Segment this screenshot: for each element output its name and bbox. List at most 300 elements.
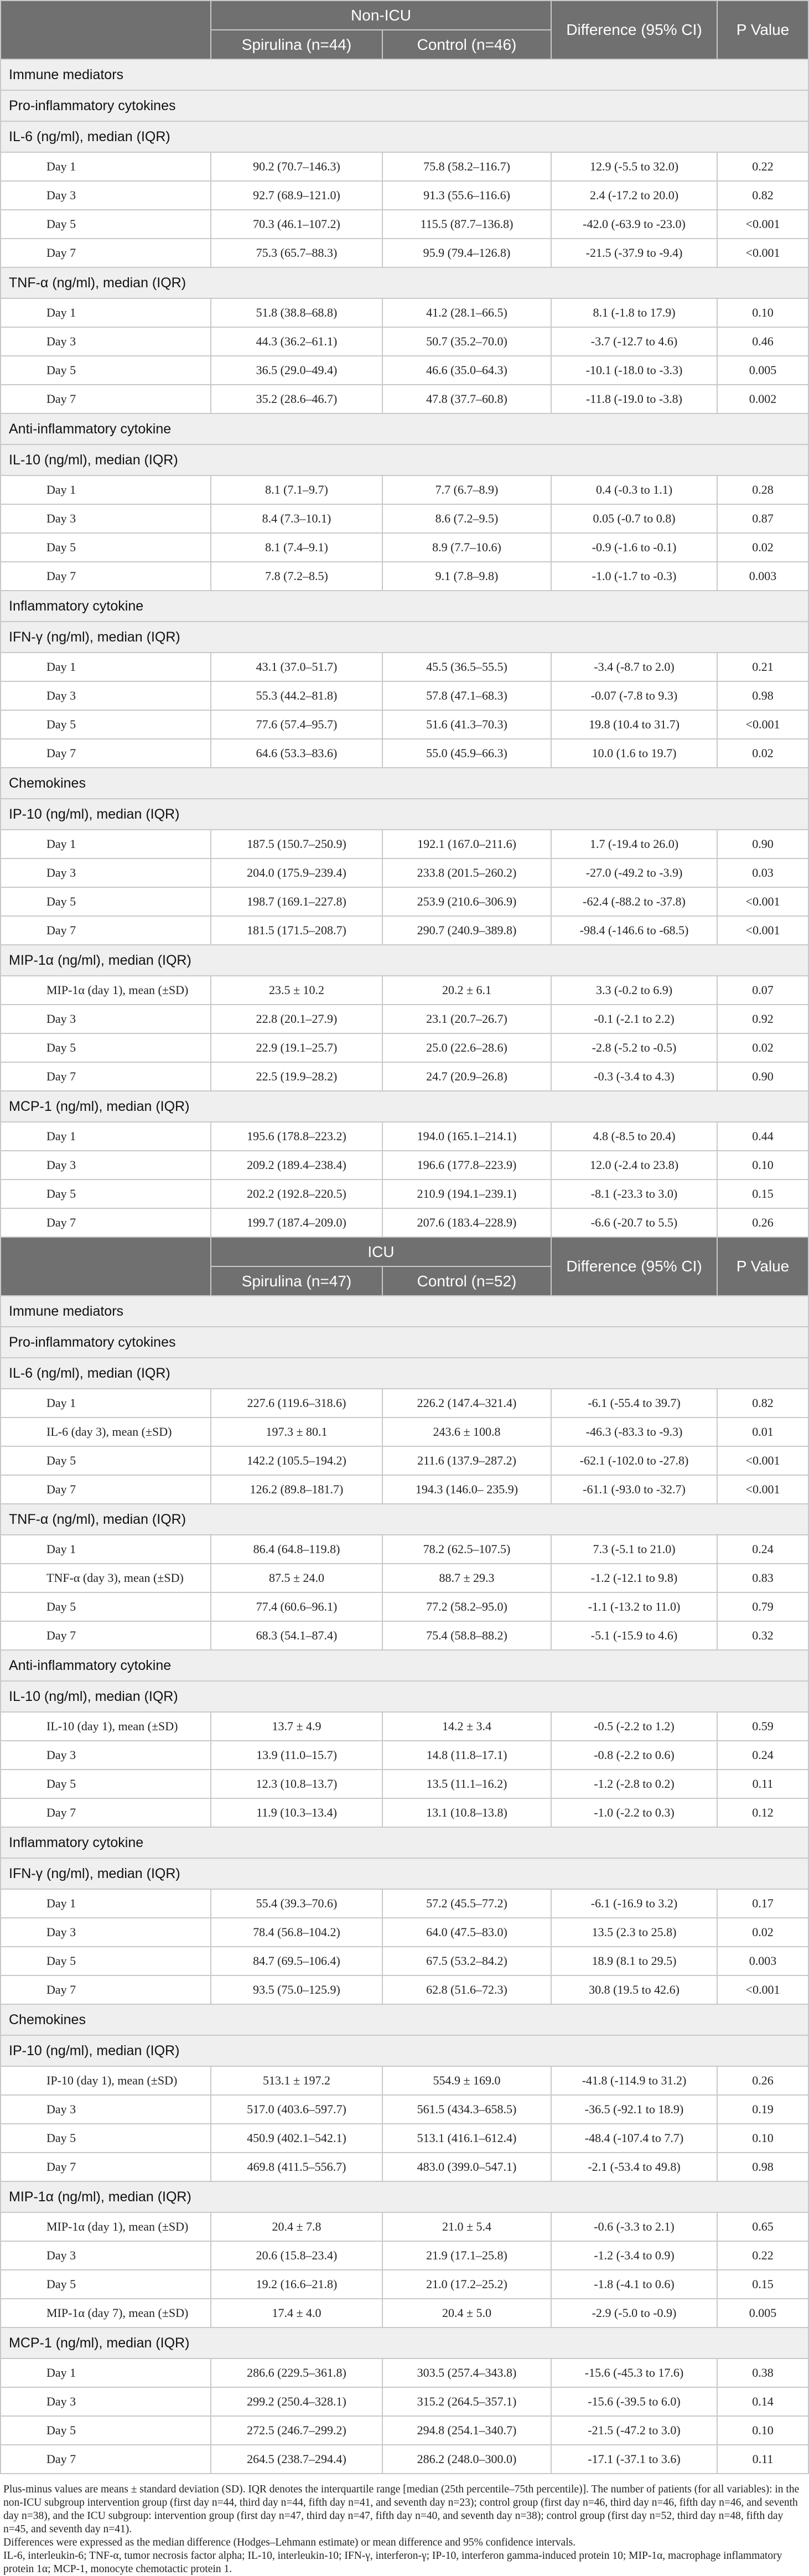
spirulina-value: 187.5 (150.7–250.9) — [211, 830, 382, 858]
table-row — [1, 1475, 808, 1504]
table-row — [1, 887, 808, 916]
spirulina-value: 7.8 (7.2–8.5) — [211, 562, 382, 591]
table-row — [1, 2358, 808, 2387]
p-value: 0.87 — [717, 504, 808, 533]
spirulina-value: 209.2 (189.4–238.4) — [211, 1151, 382, 1180]
control-value: 95.9 (79.4–126.8) — [382, 239, 551, 267]
control-value: 14.2 ± 3.4 — [382, 1712, 551, 1741]
row-label: Day 5 — [1, 2124, 211, 2153]
table-row — [1, 210, 808, 239]
difference-value: 1.7 (-19.4 to 26.0) — [551, 830, 717, 858]
section-label: Inflammatory cytokine — [1, 1827, 808, 1858]
row-label: MIP-1α (day 1), mean (±SD) — [1, 2212, 211, 2241]
spirulina-value: 36.5 (29.0–49.4) — [211, 356, 382, 385]
p-value: 0.11 — [717, 2445, 808, 2474]
control-value: 25.0 (22.6–28.6) — [382, 1033, 551, 1062]
section-row — [1, 59, 808, 90]
footnotes — [0, 2474, 808, 2576]
spirulina-value: 86.4 (64.8–119.8) — [211, 1535, 382, 1564]
table-row — [1, 2153, 808, 2181]
table-row — [1, 830, 808, 858]
control-value: 196.6 (177.8–223.9) — [382, 1151, 551, 1180]
row-label: Day 3 — [1, 858, 211, 887]
table-row — [1, 2270, 808, 2299]
section-label: TNF-α (ng/ml), median (IQR) — [1, 267, 808, 298]
table-row — [1, 1712, 808, 1741]
table-row — [1, 1062, 808, 1091]
control-value: 226.2 (147.4–321.4) — [382, 1389, 551, 1418]
row-label: MIP-1α (day 1), mean (±SD) — [1, 976, 211, 1005]
table-row — [1, 1418, 808, 1446]
spirulina-value: 11.9 (10.3–13.4) — [211, 1798, 382, 1827]
table-row — [1, 562, 808, 591]
table-row — [1, 239, 808, 267]
control-value: 23.1 (20.7–26.7) — [382, 1005, 551, 1033]
row-label: Day 5 — [1, 1770, 211, 1798]
group-name: ICU — [211, 1237, 551, 1266]
header-difference: Difference (95% CI) — [551, 1, 717, 59]
section-label: IFN-γ (ng/ml), median (IQR) — [1, 622, 808, 653]
row-label: IL-10 (day 1), mean (±SD) — [1, 1712, 211, 1741]
section-row — [1, 1504, 808, 1535]
difference-value: -0.3 (-3.4 to 4.3) — [551, 1062, 717, 1091]
spirulina-value: 20.6 (15.8–23.4) — [211, 2241, 382, 2270]
difference-value: -98.4 (-146.6 to -68.5) — [551, 916, 717, 945]
p-value: 0.005 — [717, 356, 808, 385]
difference-value: 0.05 (-0.7 to 0.8) — [551, 504, 717, 533]
p-value: 0.65 — [717, 2212, 808, 2241]
table-row — [1, 1918, 808, 1947]
row-label: Day 3 — [1, 2095, 211, 2124]
row-label: Day 5 — [1, 1592, 211, 1621]
p-value: 0.15 — [717, 2270, 808, 2299]
section-row — [1, 945, 808, 976]
spirulina-value: 22.9 (19.1–25.7) — [211, 1033, 382, 1062]
header-spirulina: Spirulina (n=44) — [211, 30, 382, 59]
table-row — [1, 1741, 808, 1770]
p-value: 0.22 — [717, 152, 808, 181]
difference-value: 18.9 (8.1 to 29.5) — [551, 1947, 717, 1975]
difference-value: -8.1 (-23.3 to 3.0) — [551, 1180, 717, 1208]
difference-value: 2.4 (-17.2 to 20.0) — [551, 181, 717, 210]
spirulina-value: 142.2 (105.5–194.2) — [211, 1446, 382, 1475]
row-label: Day 5 — [1, 710, 211, 739]
section-label: Chemokines — [1, 2004, 808, 2035]
p-value: 0.28 — [717, 475, 808, 504]
row-label: Day 7 — [1, 1621, 211, 1650]
section-label: Immune mediators — [1, 59, 808, 90]
control-value: 194.0 (165.1–214.1) — [382, 1122, 551, 1151]
difference-value: -3.4 (-8.7 to 2.0) — [551, 653, 717, 681]
row-label: Day 7 — [1, 1798, 211, 1827]
spirulina-value: 44.3 (36.2–61.1) — [211, 327, 382, 356]
control-value: 41.2 (28.1–66.5) — [382, 298, 551, 327]
table-row — [1, 1621, 808, 1650]
section-label: Pro-inflammatory cytokines — [1, 1327, 808, 1358]
control-value: 21.0 (17.2–25.2) — [382, 2270, 551, 2299]
row-label: Day 3 — [1, 2241, 211, 2270]
control-value: 46.6 (35.0–64.3) — [382, 356, 551, 385]
table-row — [1, 1122, 808, 1151]
p-value: 0.10 — [717, 1151, 808, 1180]
difference-value: -5.1 (-15.9 to 4.6) — [551, 1621, 717, 1650]
difference-value: 3.3 (-0.2 to 6.9) — [551, 976, 717, 1005]
p-value: 0.14 — [717, 2387, 808, 2416]
row-label: Day 1 — [1, 653, 211, 681]
spirulina-value: 55.3 (44.2–81.8) — [211, 681, 382, 710]
p-value: 0.82 — [717, 181, 808, 210]
row-label: Day 7 — [1, 2445, 211, 2474]
difference-value: -0.07 (-7.8 to 9.3) — [551, 681, 717, 710]
table-row — [1, 1208, 808, 1237]
spirulina-value: 55.4 (39.3–70.6) — [211, 1889, 382, 1918]
difference-value: -1.2 (-2.8 to 0.2) — [551, 1770, 717, 1798]
row-label: Day 3 — [1, 1151, 211, 1180]
row-label: Day 1 — [1, 830, 211, 858]
p-value: <0.001 — [717, 710, 808, 739]
p-value: 0.02 — [717, 739, 808, 768]
row-label: Day 5 — [1, 1033, 211, 1062]
table-row — [1, 181, 808, 210]
section-row — [1, 1296, 808, 1327]
spirulina-value: 513.1 ± 197.2 — [211, 2066, 382, 2095]
section-row — [1, 2035, 808, 2066]
row-label: Day 7 — [1, 239, 211, 267]
section-row — [1, 2181, 808, 2212]
row-label: Day 5 — [1, 210, 211, 239]
spirulina-value: 450.9 (402.1–542.1) — [211, 2124, 382, 2153]
table-row — [1, 475, 808, 504]
table-row — [1, 1592, 808, 1621]
p-value: <0.001 — [717, 210, 808, 239]
control-value: 554.9 ± 169.0 — [382, 2066, 551, 2095]
table-row — [1, 298, 808, 327]
control-value: 21.0 ± 5.4 — [382, 2212, 551, 2241]
control-value: 290.7 (240.9–389.8) — [382, 916, 551, 945]
p-value: 0.98 — [717, 2153, 808, 2181]
row-label: Day 1 — [1, 1389, 211, 1418]
spirulina-value: 22.5 (19.9–28.2) — [211, 1062, 382, 1091]
section-row — [1, 622, 808, 653]
difference-value: -10.1 (-18.0 to -3.3) — [551, 356, 717, 385]
table-row — [1, 2241, 808, 2270]
difference-value: -0.6 (-3.3 to 2.1) — [551, 2212, 717, 2241]
spirulina-value: 126.2 (89.8–181.7) — [211, 1475, 382, 1504]
header-blank — [1, 1237, 211, 1296]
footnote: Differences were expressed as the median difference (Hodges–Lehmann estimate) or mean difference and 95% confidence intervals. — [3, 2537, 576, 2548]
difference-value: -1.2 (-12.1 to 9.8) — [551, 1564, 717, 1592]
row-label: Day 3 — [1, 681, 211, 710]
p-value: 0.15 — [717, 1180, 808, 1208]
row-label: Day 7 — [1, 739, 211, 768]
control-value: 286.2 (248.0–300.0) — [382, 2445, 551, 2474]
section-row — [1, 1858, 808, 1889]
difference-value: -0.5 (-2.2 to 1.2) — [551, 1712, 717, 1741]
row-label: Day 5 — [1, 533, 211, 562]
spirulina-value: 198.7 (169.1–227.8) — [211, 887, 382, 916]
p-value: 0.10 — [717, 2416, 808, 2445]
section-row — [1, 768, 808, 799]
control-value: 115.5 (87.7–136.8) — [382, 210, 551, 239]
control-value: 21.9 (17.1–25.8) — [382, 2241, 551, 2270]
p-value: 0.005 — [717, 2299, 808, 2327]
p-value: 0.90 — [717, 1062, 808, 1091]
spirulina-value: 12.3 (10.8–13.7) — [211, 1770, 382, 1798]
control-value: 20.2 ± 6.1 — [382, 976, 551, 1005]
section-row — [1, 1091, 808, 1122]
row-label: Day 3 — [1, 1741, 211, 1770]
p-value: 0.12 — [717, 1798, 808, 1827]
row-label: Day 7 — [1, 916, 211, 945]
section-row — [1, 1827, 808, 1858]
p-value: 0.24 — [717, 1535, 808, 1564]
table-row — [1, 2066, 808, 2095]
control-value: 513.1 (416.1–612.4) — [382, 2124, 551, 2153]
spirulina-value: 199.7 (187.4–209.0) — [211, 1208, 382, 1237]
spirulina-value: 272.5 (246.7–299.2) — [211, 2416, 382, 2445]
p-value: 0.02 — [717, 533, 808, 562]
control-value: 88.7 ± 29.3 — [382, 1564, 551, 1592]
group-header-row — [1, 1237, 808, 1266]
control-value: 303.5 (257.4–343.8) — [382, 2358, 551, 2387]
row-label: Day 3 — [1, 327, 211, 356]
table-row — [1, 653, 808, 681]
p-value: 0.02 — [717, 1033, 808, 1062]
spirulina-value: 19.2 (16.6–21.8) — [211, 2270, 382, 2299]
p-value: 0.98 — [717, 681, 808, 710]
spirulina-value: 13.9 (11.0–15.7) — [211, 1741, 382, 1770]
spirulina-value: 64.6 (53.3–83.6) — [211, 739, 382, 768]
spirulina-value: 51.8 (38.8–68.8) — [211, 298, 382, 327]
table-row — [1, 1770, 808, 1798]
table-row — [1, 2416, 808, 2445]
control-value: 50.7 (35.2–70.0) — [382, 327, 551, 356]
p-value: <0.001 — [717, 1475, 808, 1504]
spirulina-value: 70.3 (46.1–107.2) — [211, 210, 382, 239]
p-value: <0.001 — [717, 887, 808, 916]
difference-value: 4.8 (-8.5 to 20.4) — [551, 1122, 717, 1151]
difference-value: -61.1 (-93.0 to -32.7) — [551, 1475, 717, 1504]
spirulina-value: 20.4 ± 7.8 — [211, 2212, 382, 2241]
spirulina-value: 43.1 (37.0–51.7) — [211, 653, 382, 681]
p-value: 0.01 — [717, 1418, 808, 1446]
section-label: Anti-inflammatory cytokine — [1, 413, 808, 444]
difference-value: 19.8 (10.4 to 31.7) — [551, 710, 717, 739]
row-label: Day 3 — [1, 2387, 211, 2416]
table-row — [1, 356, 808, 385]
footnote: Plus-minus values are means ± standard deviation (SD). IQR denotes the interquartile range [median (25th percentile–75th percentile)]. The number of patients (for all variables): in the non-ICU subgroup intervention group (first day n=44, third day n=44, fifth day n=41, and seventh day n=23); control group (first day n=46, third day n=46, fifth day n=46, and seventh day n=38), and the ICU subgroup: intervention group (first day n=47, third day n=47, fifth day n=40, and seventh day n=38); control group (first day n=52, third day n=48, fifth day n=45, and seventh day n=41). — [3, 2484, 800, 2535]
table-row — [1, 327, 808, 356]
section-label: IP-10 (ng/ml), median (IQR) — [1, 2035, 808, 2066]
p-value: 0.11 — [717, 1770, 808, 1798]
row-label: Day 1 — [1, 152, 211, 181]
control-value: 45.5 (36.5–55.5) — [382, 653, 551, 681]
p-value: 0.26 — [717, 2066, 808, 2095]
difference-value: -1.1 (-13.2 to 11.0) — [551, 1592, 717, 1621]
difference-value: 12.9 (-5.5 to 32.0) — [551, 152, 717, 181]
difference-value: -42.0 (-63.9 to -23.0) — [551, 210, 717, 239]
difference-value: -0.8 (-2.2 to 0.6) — [551, 1741, 717, 1770]
header-p-value: P Value — [717, 1237, 808, 1296]
difference-value: -6.1 (-16.9 to 3.2) — [551, 1889, 717, 1918]
difference-value: -2.9 (-5.0 to -0.9) — [551, 2299, 717, 2327]
difference-value: 0.4 (-0.3 to 1.1) — [551, 475, 717, 504]
spirulina-value: 77.6 (57.4–95.7) — [211, 710, 382, 739]
p-value: 0.26 — [717, 1208, 808, 1237]
p-value: 0.92 — [717, 1005, 808, 1033]
row-label: Day 3 — [1, 1005, 211, 1033]
control-value: 62.8 (51.6–72.3) — [382, 1975, 551, 2004]
spirulina-value: 286.6 (229.5–361.8) — [211, 2358, 382, 2387]
control-value: 8.9 (7.7–10.6) — [382, 533, 551, 562]
section-row — [1, 1681, 808, 1712]
header-difference: Difference (95% CI) — [551, 1237, 717, 1296]
p-value: 0.02 — [717, 1918, 808, 1947]
row-label: IL-6 (day 3), mean (±SD) — [1, 1418, 211, 1446]
spirulina-value: 22.8 (20.1–27.9) — [211, 1005, 382, 1033]
header-control: Control (n=52) — [382, 1266, 551, 1296]
difference-value: -48.4 (-107.4 to 7.7) — [551, 2124, 717, 2153]
control-value: 13.5 (11.1–16.2) — [382, 1770, 551, 1798]
row-label: Day 5 — [1, 1947, 211, 1975]
p-value: <0.001 — [717, 239, 808, 267]
spirulina-value: 77.4 (60.6–96.1) — [211, 1592, 382, 1621]
difference-value: -15.6 (-45.3 to 17.6) — [551, 2358, 717, 2387]
p-value: 0.19 — [717, 2095, 808, 2124]
row-label: Day 7 — [1, 1062, 211, 1091]
table-row — [1, 1033, 808, 1062]
difference-value: -11.8 (-19.0 to -3.8) — [551, 385, 717, 413]
group-name: Non-ICU — [211, 1, 551, 30]
control-value: 194.3 (146.0– 235.9) — [382, 1475, 551, 1504]
control-value: 233.8 (201.5–260.2) — [382, 858, 551, 887]
spirulina-value: 181.5 (171.5–208.7) — [211, 916, 382, 945]
difference-value: 30.8 (19.5 to 42.6) — [551, 1975, 717, 2004]
difference-value: -46.3 (-83.3 to -9.3) — [551, 1418, 717, 1446]
row-label: Day 5 — [1, 2270, 211, 2299]
spirulina-value: 92.7 (68.9–121.0) — [211, 181, 382, 210]
table-row — [1, 739, 808, 768]
control-value: 57.8 (47.1–68.3) — [382, 681, 551, 710]
row-label: Day 7 — [1, 2153, 211, 2181]
p-value: 0.10 — [717, 298, 808, 327]
control-value: 315.2 (264.5–357.1) — [382, 2387, 551, 2416]
p-value: 0.90 — [717, 830, 808, 858]
section-label: MCP-1 (ng/ml), median (IQR) — [1, 1091, 808, 1122]
difference-value: 10.0 (1.6 to 19.7) — [551, 739, 717, 768]
spirulina-value: 17.4 ± 4.0 — [211, 2299, 382, 2327]
p-value: 0.32 — [717, 1621, 808, 1650]
spirulina-value: 93.5 (75.0–125.9) — [211, 1975, 382, 2004]
difference-value: 13.5 (2.3 to 25.8) — [551, 1918, 717, 1947]
spirulina-value: 13.7 ± 4.9 — [211, 1712, 382, 1741]
difference-value: -0.1 (-2.1 to 2.2) — [551, 1005, 717, 1033]
spirulina-value: 195.6 (178.8–223.2) — [211, 1122, 382, 1151]
section-row — [1, 2327, 808, 2358]
row-label: Day 1 — [1, 475, 211, 504]
table-row — [1, 710, 808, 739]
table-row — [1, 916, 808, 945]
section-label: IL-10 (ng/ml), median (IQR) — [1, 1681, 808, 1712]
difference-value: 12.0 (-2.4 to 23.8) — [551, 1151, 717, 1180]
section-row — [1, 2004, 808, 2035]
section-label: IL-10 (ng/ml), median (IQR) — [1, 444, 808, 475]
spirulina-value: 264.5 (238.7–294.4) — [211, 2445, 382, 2474]
section-row — [1, 413, 808, 444]
row-label: Day 5 — [1, 887, 211, 916]
difference-value: -17.1 (-37.1 to 3.6) — [551, 2445, 717, 2474]
row-label: Day 5 — [1, 356, 211, 385]
difference-value: -2.8 (-5.2 to -0.5) — [551, 1033, 717, 1062]
table-row — [1, 1947, 808, 1975]
section-label: MIP-1α (ng/ml), median (IQR) — [1, 945, 808, 976]
row-label: Day 1 — [1, 1122, 211, 1151]
spirulina-value: 197.3 ± 80.1 — [211, 1418, 382, 1446]
table-row — [1, 1798, 808, 1827]
spirulina-value: 202.2 (192.8–220.5) — [211, 1180, 382, 1208]
table-row — [1, 1975, 808, 2004]
table-row — [1, 976, 808, 1005]
row-label: Day 1 — [1, 1889, 211, 1918]
p-value: 0.22 — [717, 2241, 808, 2270]
section-label: IFN-γ (ng/ml), median (IQR) — [1, 1858, 808, 1889]
control-value: 243.6 ± 100.8 — [382, 1418, 551, 1446]
table-row — [1, 152, 808, 181]
control-value: 7.7 (6.7–8.9) — [382, 475, 551, 504]
table-row — [1, 1446, 808, 1475]
p-value: 0.10 — [717, 2124, 808, 2153]
row-label: Day 7 — [1, 1208, 211, 1237]
p-value: 0.82 — [717, 1389, 808, 1418]
p-value: 0.44 — [717, 1122, 808, 1151]
row-label: Day 7 — [1, 1475, 211, 1504]
row-label: Day 5 — [1, 2416, 211, 2445]
row-label: Day 1 — [1, 1535, 211, 1564]
table-row — [1, 1180, 808, 1208]
spirulina-value: 204.0 (175.9–239.4) — [211, 858, 382, 887]
spirulina-value: 299.2 (250.4–328.1) — [211, 2387, 382, 2416]
table-row — [1, 2445, 808, 2474]
difference-value: -62.1 (-102.0 to -27.8) — [551, 1446, 717, 1475]
section-label: MCP-1 (ng/ml), median (IQR) — [1, 2327, 808, 2358]
section-row — [1, 1358, 808, 1389]
control-value: 253.9 (210.6–306.9) — [382, 887, 551, 916]
spirulina-value: 8.1 (7.4–9.1) — [211, 533, 382, 562]
section-label: Immune mediators — [1, 1296, 808, 1327]
control-value: 57.2 (45.5–77.2) — [382, 1889, 551, 1918]
difference-value: -27.0 (-49.2 to -3.9) — [551, 858, 717, 887]
p-value: <0.001 — [717, 1975, 808, 2004]
control-value: 210.9 (194.1–239.1) — [382, 1180, 551, 1208]
p-value: 0.79 — [717, 1592, 808, 1621]
table-row — [1, 681, 808, 710]
section-label: IL-6 (ng/ml), median (IQR) — [1, 1358, 808, 1389]
spirulina-value: 35.2 (28.6–46.7) — [211, 385, 382, 413]
spirulina-value: 517.0 (403.6–597.7) — [211, 2095, 382, 2124]
control-value: 207.6 (183.4–228.9) — [382, 1208, 551, 1237]
section-row — [1, 799, 808, 830]
difference-value: -6.1 (-55.4 to 39.7) — [551, 1389, 717, 1418]
spirulina-value: 87.5 ± 24.0 — [211, 1564, 382, 1592]
difference-value: -2.1 (-53.4 to 49.8) — [551, 2153, 717, 2181]
table-row — [1, 385, 808, 413]
section-row — [1, 1327, 808, 1358]
row-label: Day 5 — [1, 1180, 211, 1208]
table-row — [1, 1005, 808, 1033]
table-row — [1, 1889, 808, 1918]
spirulina-value: 8.1 (7.1–9.7) — [211, 475, 382, 504]
control-value: 77.2 (58.2–95.0) — [382, 1592, 551, 1621]
